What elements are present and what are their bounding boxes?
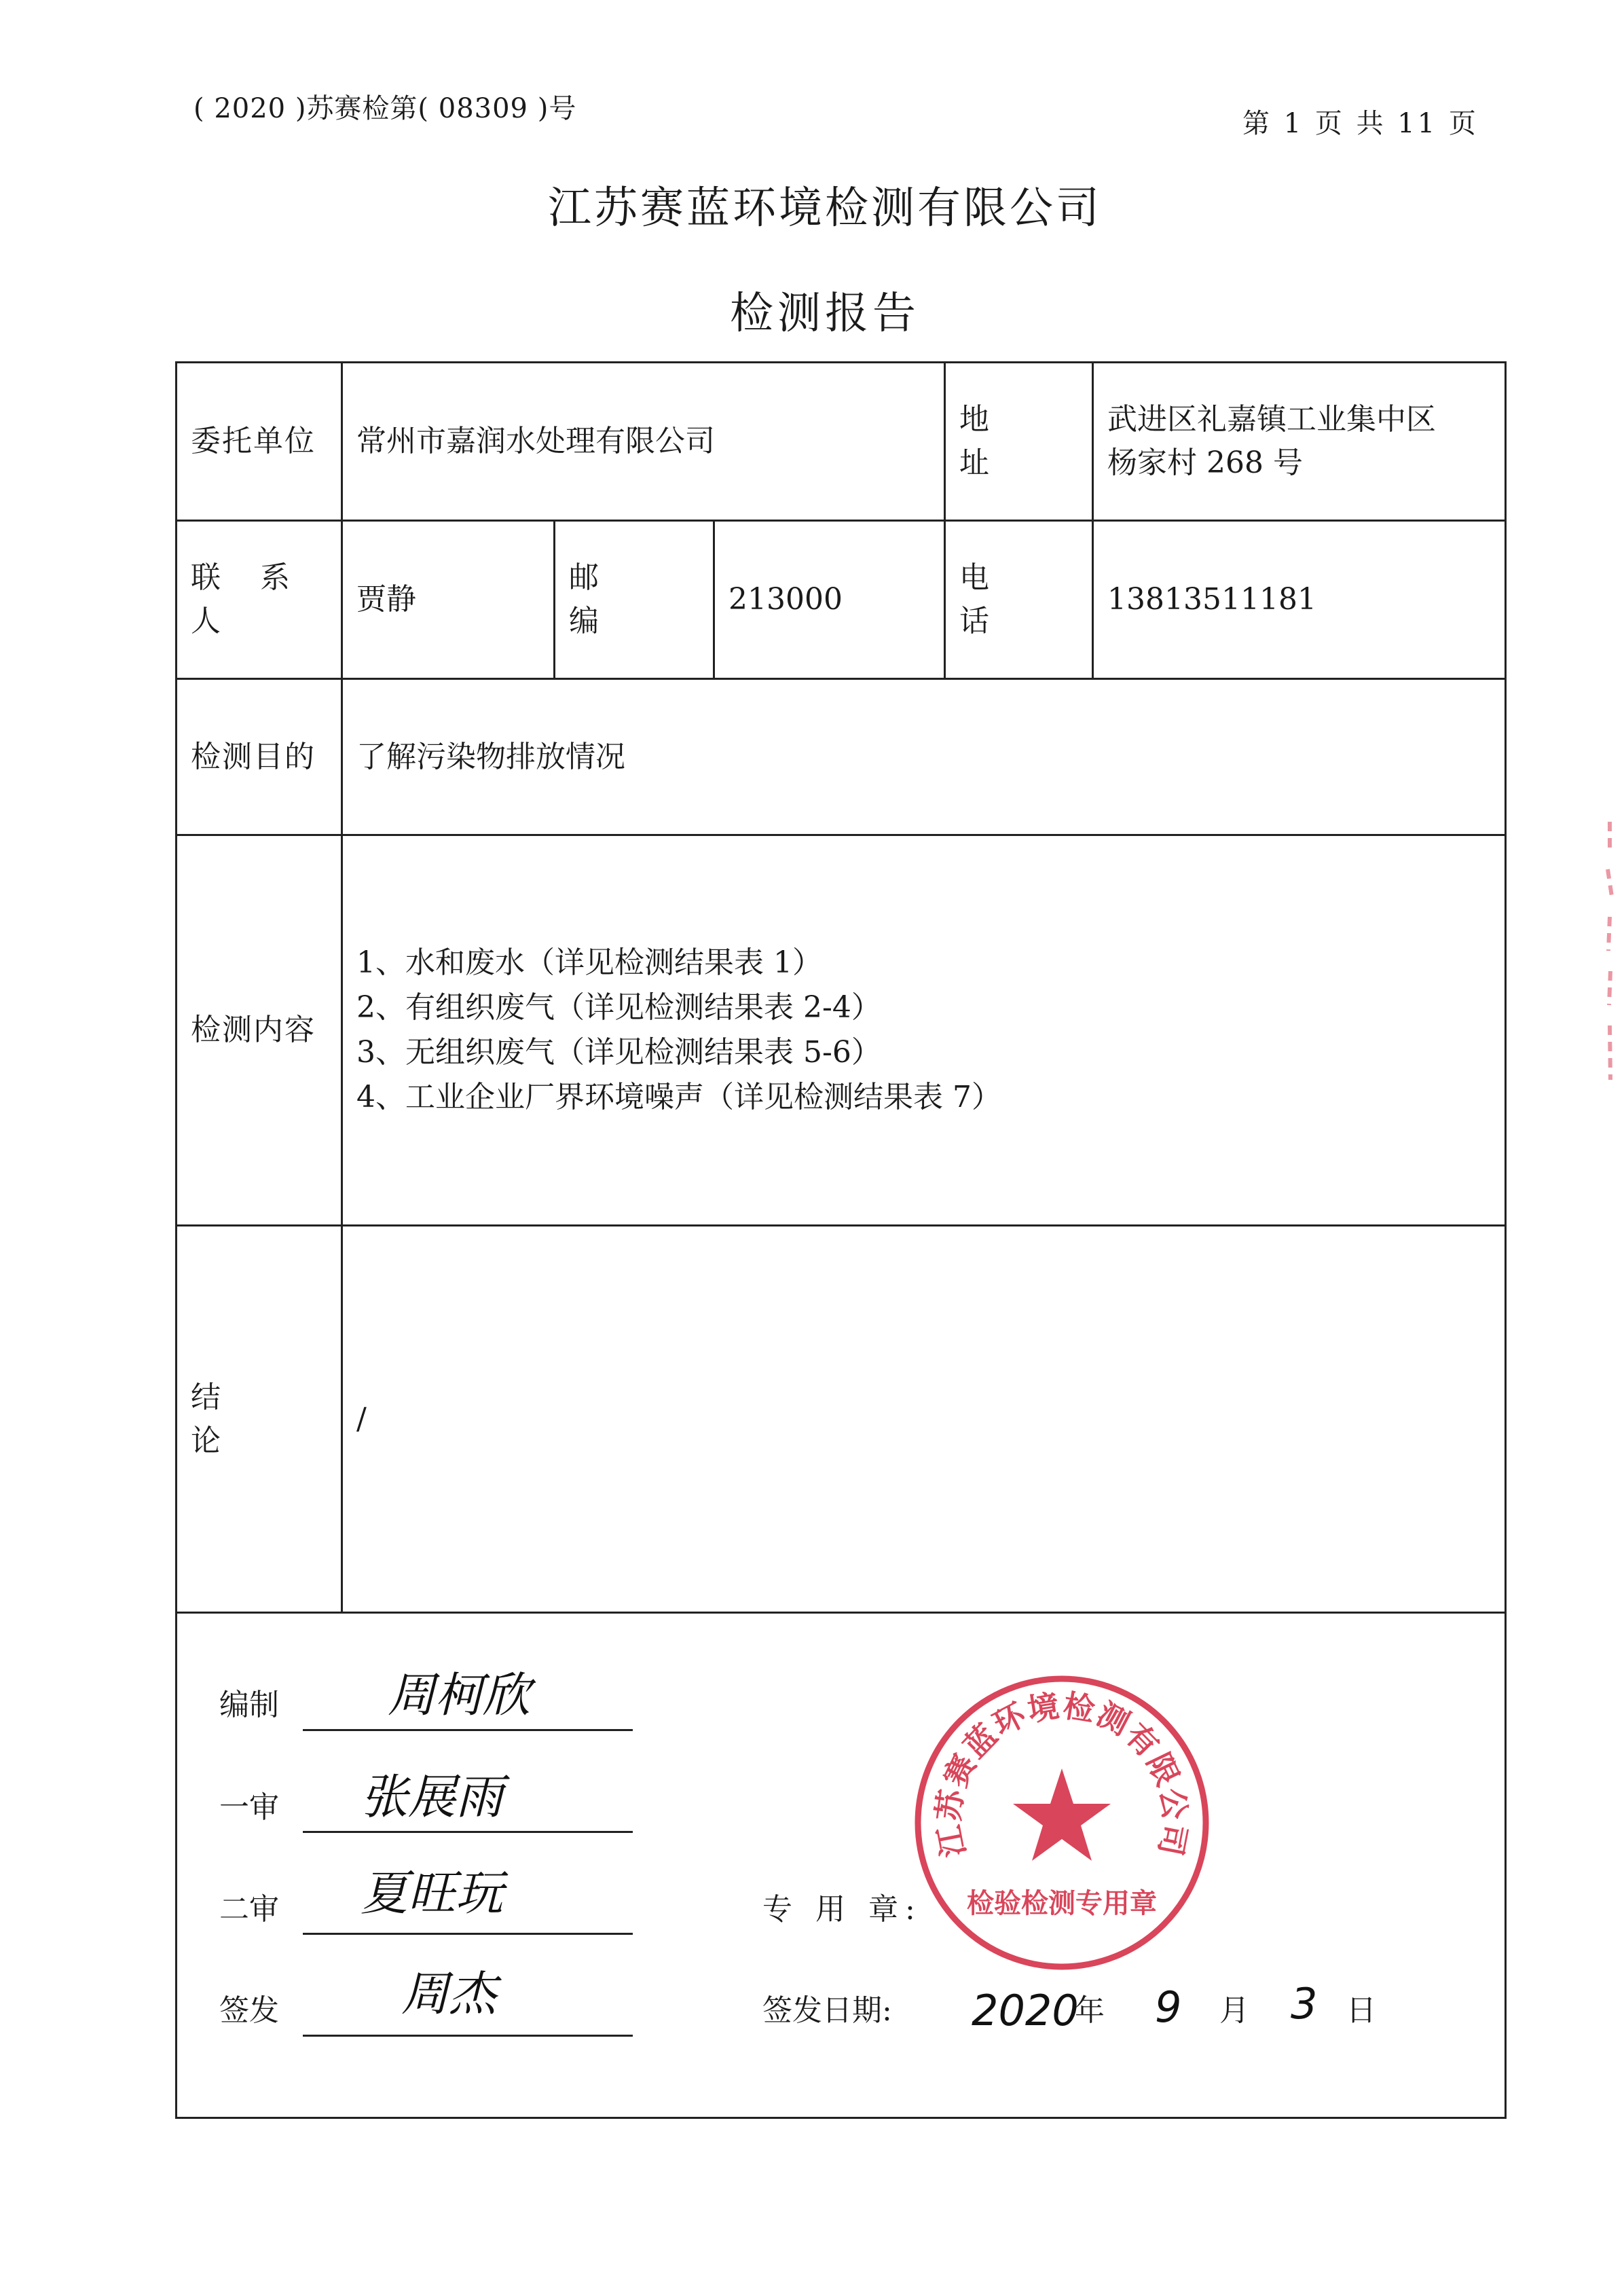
company-name: 江苏赛蓝环境检测有限公司 [548,183,1102,234]
address-line-2: 杨家村 268 号 [1107,446,1303,480]
content-label: 检测内容 [177,835,342,1226]
phone-value: 13813511181 [1093,521,1506,679]
issued-signature: 周杰 [401,1966,496,2022]
conclusion-label-text: 结 论 [191,1379,286,1458]
report-number: ( 2020 )苏赛检第( 08309 )号 [193,93,577,124]
postcode-value: 213000 [714,521,945,679]
signature-block [177,1613,1506,2118]
issue-date-label: 签发日期: [762,1993,892,2028]
contact-label-text: 联 系 人 [191,560,305,638]
conclusion-value: / [342,1226,1506,1613]
postcode-label-text: 邮 编 [569,560,631,638]
postcode-label [555,521,714,679]
contact-value: 贾静 [342,521,555,679]
client-row [177,363,1506,521]
compiled-label: 编制 [219,1688,279,1722]
first-review-signature: 张展雨 [361,1769,503,1825]
seal-outer-text: 江苏赛蓝环境检测有限公司 [929,1687,1194,1860]
company-seal [906,1667,1218,1979]
content-item-1: 1、水和废水（详见检测结果表 1） [356,945,822,981]
contact-row [177,521,1506,679]
signature-row [177,1613,1506,2118]
purpose-label: 检测目的 [177,679,342,835]
phone-label-text: 电 话 [959,560,1022,638]
issue-date-day-unit: 日 [1346,1993,1376,2028]
stamp-label: 专 用 章: [762,1892,922,1927]
issued-signature-line [303,2035,633,2037]
phone-label [945,521,1093,679]
compiled-signature: 周柯欣 [388,1667,530,1723]
address-line-1: 武进区礼嘉镇工业集中区 [1107,402,1437,437]
conclusion-row [177,1226,1506,1613]
report-form-table [175,361,1507,2119]
compiled-signature-line [303,1729,633,1731]
address-label-text: 地 址 [959,402,1022,480]
address-value [1093,363,1506,521]
purpose-value: 了解污染物排放情况 [342,679,1506,835]
second-review-label: 二审 [219,1892,279,1927]
issue-date-month: 9 [1155,1982,1182,2032]
content-item-3: 3、无组织废气（详见检测结果表 5-6） [356,1035,881,1070]
address-label [945,363,1093,521]
issued-label: 签发 [219,1993,279,2028]
first-review-signature-line [303,1831,633,1833]
issue-date-day: 3 [1291,1979,1318,2029]
client-unit-value: 常州市嘉润水处理有限公司 [342,363,945,521]
content-row [177,835,1506,1226]
issue-date-year: 2020 [972,1986,1079,2035]
content-list [342,835,1506,1226]
issue-date-month-unit: 月 [1219,1993,1249,2028]
second-review-signature: 夏旺玩 [361,1866,503,1921]
second-review-signature-line [303,1933,633,1935]
conclusion-label [177,1226,342,1613]
seal-star-icon [1013,1768,1111,1861]
first-review-label: 一审 [219,1790,279,1825]
document-title: 检测报告 [730,289,920,339]
content-item-4: 4、工业企业厂界环境噪声（详见检测结果表 7） [356,1079,1001,1114]
client-unit-label: 委托单位 [177,363,342,521]
contact-label [177,521,342,679]
content-item-2: 2、有组织废气（详见检测结果表 2-4） [356,990,881,1025]
issue-date-year-unit: 年 [1075,1993,1105,2028]
purpose-row [177,679,1506,835]
seal-inner-text: 检验检测专用章 [967,1887,1157,1919]
page-indicator: 第 1 页 共 11 页 [1242,108,1479,139]
edge-seal-fragment [1604,822,1616,1080]
